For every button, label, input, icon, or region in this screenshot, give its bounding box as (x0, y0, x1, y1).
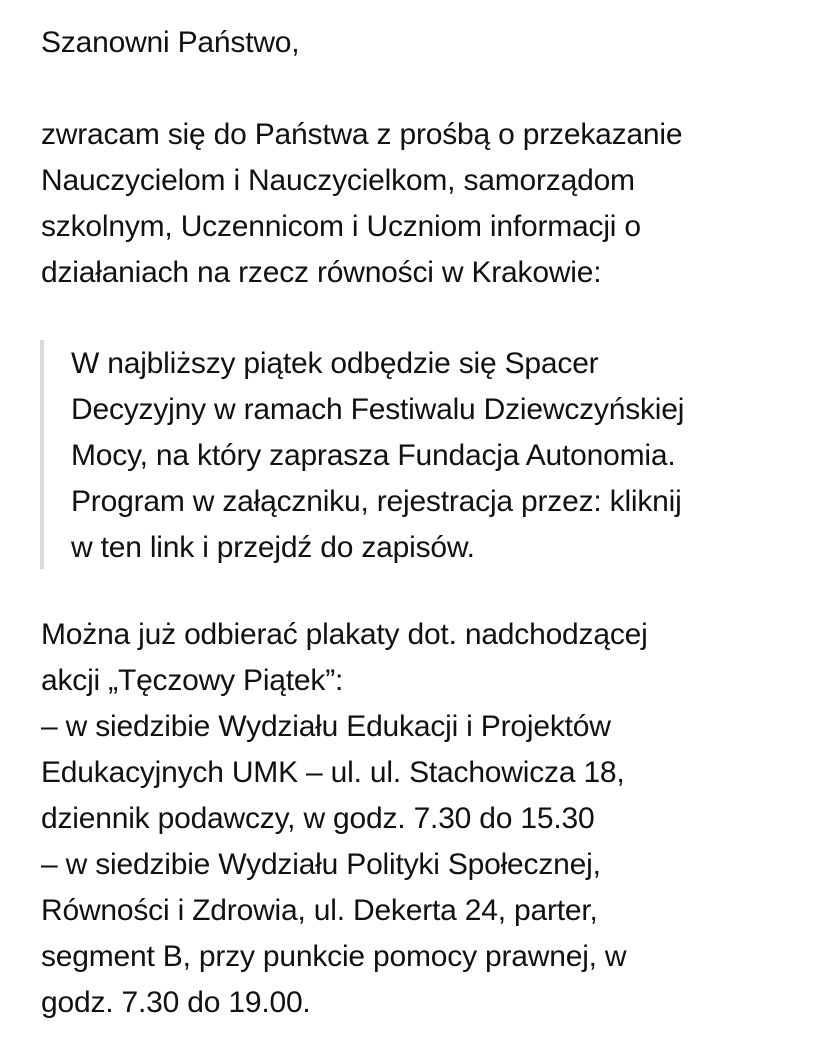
posters-line: Równości i Zdrowia, ul. Dekerta 24, parter, (41, 894, 598, 927)
posters-line: segment B, przy punkcie pomocy prawnej, w (41, 940, 627, 973)
quote-line: w ten link i przejdź do zapisów. (71, 531, 475, 564)
intro-line: Nauczycielom i Nauczycielkom, samorządom (41, 164, 635, 197)
quote-line: Decyzyjny w ramach Festiwalu Dziewczyńskiej (71, 393, 685, 426)
posters-line: – w siedzibie Wydziału Edukacji i Projektów (41, 710, 611, 743)
posters-paragraph (41, 612, 648, 1026)
posters-line: akcji „Tęczowy Piątek”: (41, 664, 344, 697)
blockquote (40, 340, 800, 569)
blockquote-text (71, 341, 684, 571)
quote-line: Program w załączniku, rejestracja przez: kliknij (71, 485, 682, 518)
blockquote-bar (40, 340, 44, 569)
posters-line: dziennik podawczy, w godz. 7.30 do 15.30 (41, 802, 595, 835)
intro-line: zwracam się do Państwa z prośbą o przekazanie (41, 118, 683, 151)
intro-paragraph (41, 112, 682, 296)
posters-line: Edukacyjnych UMK – ul. ul. Stachowicza 18, (41, 756, 625, 789)
quote-line: Mocy, na który zaprasza Fundacja Autonomia. (71, 439, 676, 472)
intro-line: szkolnym, Uczennicom i Uczniom informacji o (41, 210, 641, 243)
greeting: Szanowni Państwo, (41, 26, 300, 59)
posters-line: – w siedzibie Wydziału Polityki Społecznej, (41, 848, 601, 881)
quote-line: W najbliższy piątek odbędzie się Spacer (71, 347, 599, 380)
posters-line: godz. 7.30 do 19.00. (41, 986, 311, 1019)
posters-line: Można już odbierać plakaty dot. nadchodzącej (41, 618, 648, 651)
intro-line: działaniach na rzecz równości w Krakowie: (41, 256, 602, 289)
